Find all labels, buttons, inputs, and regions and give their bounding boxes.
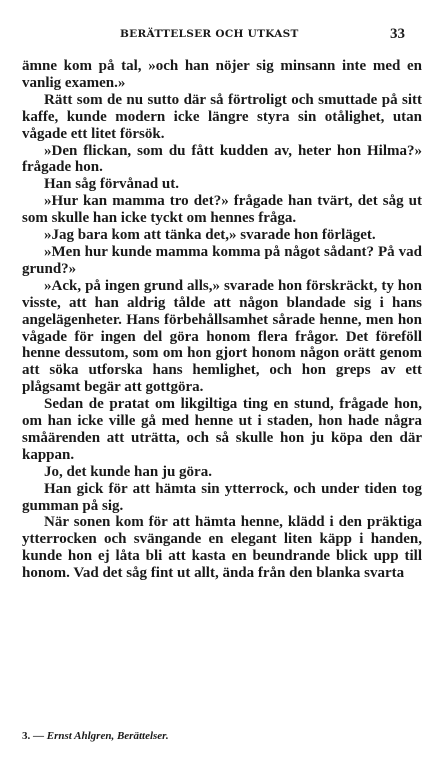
paragraph: »Men hur kunde mamma komma på något sådant? På vad grund?»	[22, 243, 422, 277]
running-title: BERÄTTELSER OCH UTKAST	[120, 28, 299, 40]
body-text	[22, 58, 422, 582]
paragraph: Han såg förvånad ut.	[44, 176, 180, 193]
signature-number: 3. —	[22, 730, 44, 742]
paragraph: Han gick för att hämta sin ytterrock, och under tiden tog gumman på sig.	[22, 480, 422, 514]
running-header	[0, 22, 440, 48]
paragraph: När sonen kom för att hämta henne, klädd i den präktiga ytterrocken och svängande en elegant liten käpp i handen, kunde hon ej låta bli att kasta en beundrande blick upp till honom. Vad det såg fint ut allt, ända från den blanka svarta	[22, 514, 422, 582]
paragraph: Sedan de pratat om likgiltiga ting en stund, frågade hon, om han icke ville gå med henne ut i staden, hon hade några småärenden att uträtta, och så skulle hon ju köpa den där kappan.	[22, 396, 422, 463]
signature-line	[22, 730, 422, 742]
paragraph: Rätt som de nu sutto där så förtroligt och smuttade på sitt kaffe, kunde modern icke längre styra sin otålighet, utan vågade ett litet försök.	[22, 91, 422, 142]
paragraph: ämne kom på tal, »och han nöjer sig minsann inte med en vanlig examen.»	[22, 58, 422, 91]
page-number: 33	[390, 26, 405, 42]
paragraph: »Jag bara kom att tänka det,» svarade hon förläget.	[44, 227, 376, 244]
paragraph: »Ack, på ingen grund alls,» svarade hon förskräckt, ty hon visste, att han aldrig tålde att någon blandade sig i hans angelägenheter. Hans förbehållsamhet sårade henne, men hon vågade för ingen del göra honom flera frågor. Det föreföll henne dessutom, som om hon gjort honom någon orätt genom att söka utforska hans hemlighet, och hon greps av ett plågsamt begär att gottgöra.	[22, 277, 422, 396]
paragraph: »Den flickan, som du fått kudden av, heter hon Hilma?» frågade hon.	[22, 142, 422, 176]
signature-author: Ernst Ahlgren, Berättelser.	[46, 730, 169, 742]
paragraph: Jo, det kunde han ju göra.	[44, 463, 212, 480]
paragraph: »Hur kan mamma tro det?» frågade han tvärt, det såg ut som skulle han icke tyckt om hennes fråga.	[22, 193, 422, 227]
